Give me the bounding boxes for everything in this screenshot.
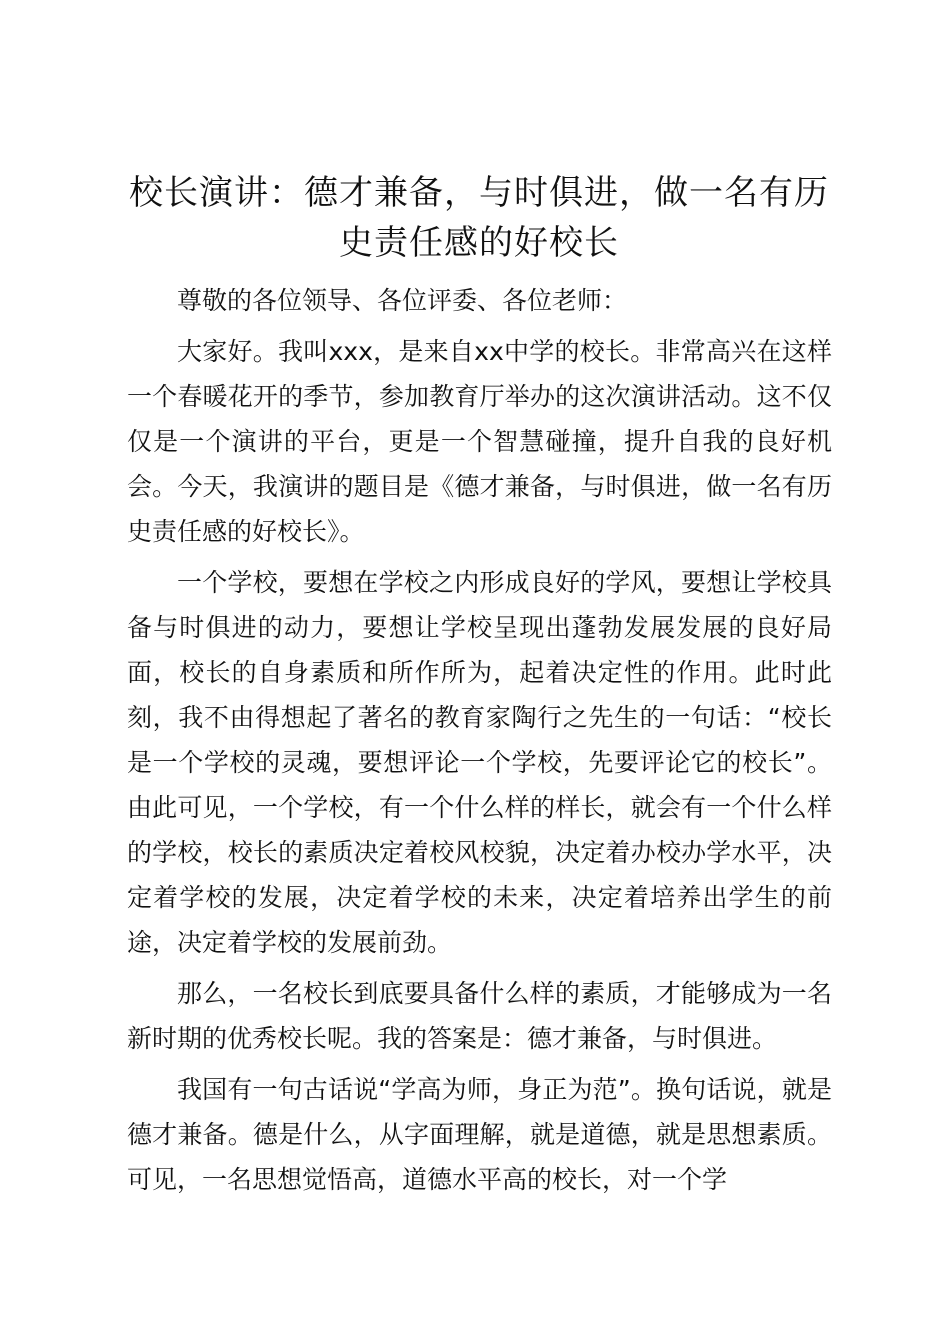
body-paragraph: 那么，一名校长到底要具备什么样的素质，才能够成为一名新时期的优秀校长呢。我的答案是：德才兼备，与时俱进。 [127,979,832,1053]
greeting-paragraph: 大家好。我叫xxx，是来自xx中学的校长。非常高兴在这样一个春暖花开的季节，参加教育厅举办的这次演讲活动。这不仅仅是一个演讲的平台，更是一个智慧碰撞，提升自我的良好机会。今天，我演讲的题目是《德才兼备，与时俱进，做一名有历史责任感的好校长》。 [127,337,832,546]
salutation-paragraph: 尊敬的各位领导、各位评委、各位老师： [177,286,628,315]
body-paragraph: 一个学校，要想在学校之内形成良好的学风，要想让学校具备与时俱进的动力，要想让学校呈现出蓬勃发展发展的良好局面，校长的自身素质和所作所为，起着决定性的作用。此时此刻，我不由得想起了著名的教育家陶行之先生的一句话：“校长是一个学校的灵魂，要想评论一个学校，先要评论它的校长”。由此可见，一个学校，有一个什么样的样长，就会有一个什么样的学校，校长的素质决定着校风校貌，决定着办校办学水平，决定着学校的发展，决定着学校的未来，决定着培养出学生的前途，决定着学校的发展前劲。 [127,568,832,957]
document-title: 校长演讲：德才兼备，与时俱进，做一名有历史责任感的好校长 [129,173,829,263]
body-paragraph: 我国有一句古话说“学高为师，身正为范”。换句话说，就是德才兼备。德是什么，从字面理解，就是道德，就是思想素质。可见，一名思想觉悟高，道德水平高的校长，对一个学 [127,1075,832,1194]
document-body [127,278,832,1202]
